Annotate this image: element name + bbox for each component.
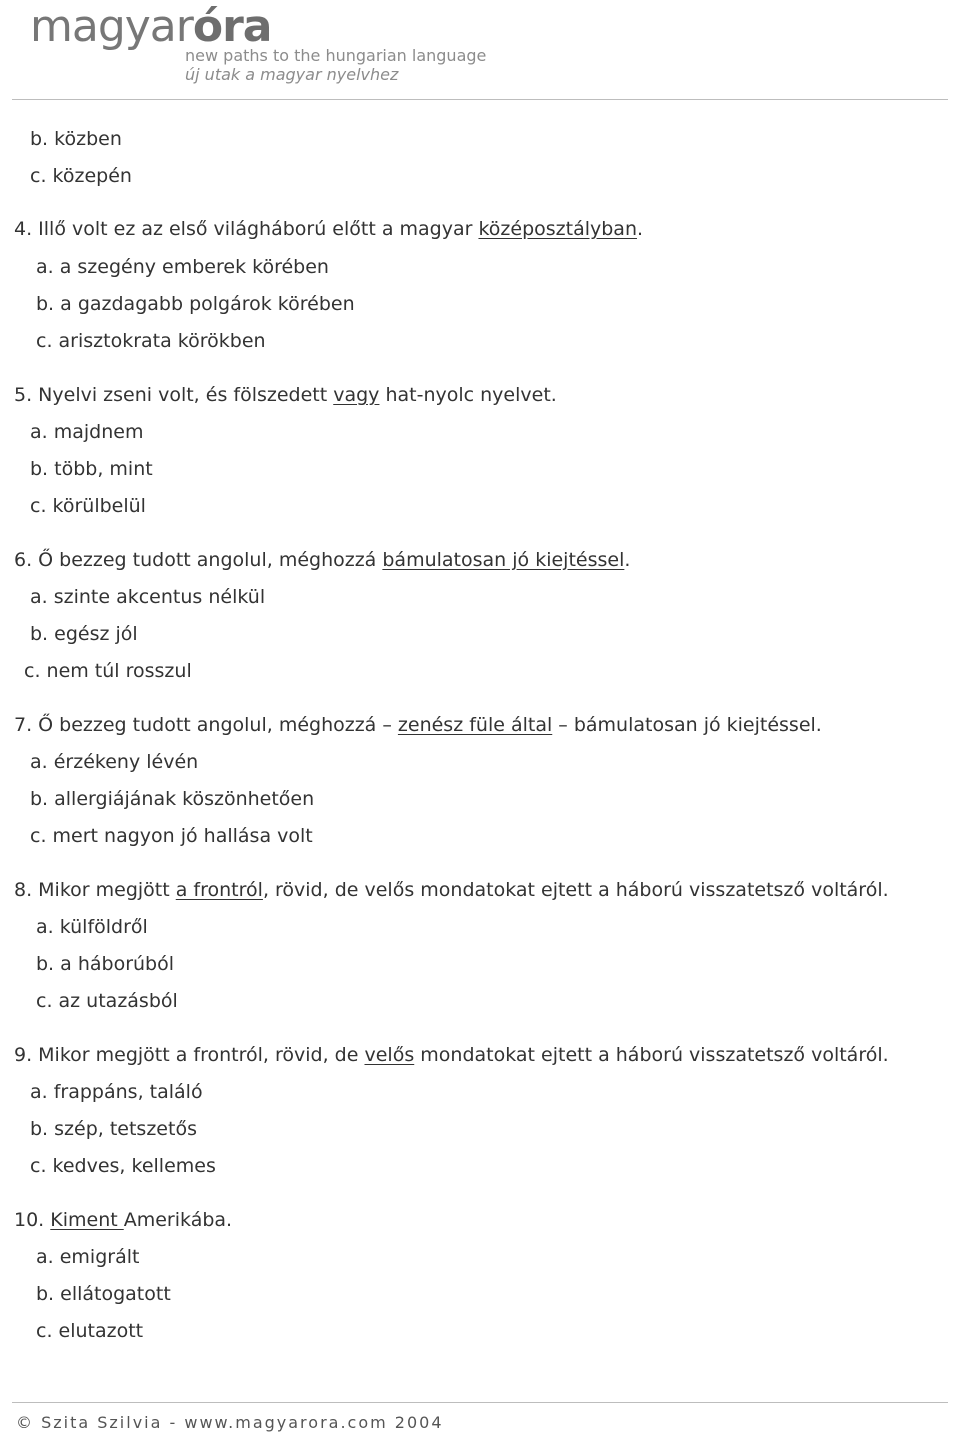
question-10-option-c: c. elutazott <box>36 1320 144 1342</box>
footer-copyright: © Szita Szilvia - www.magyarora.com 2004 <box>16 1413 444 1432</box>
question-10-option-b: b. ellátogatott <box>36 1283 171 1305</box>
question-8-underlined: a frontról <box>175 879 263 901</box>
question-4-end: . <box>636 218 644 240</box>
question-10 <box>14 1208 232 1232</box>
question-9 <box>14 1043 889 1067</box>
logo <box>30 2 271 52</box>
question-10-option-a: a. emigrált <box>36 1246 140 1268</box>
question-6-option-a: a. szinte akcentus nélkül <box>30 586 266 608</box>
logo-text-b: óra <box>192 1 272 52</box>
question-5 <box>14 383 557 407</box>
question-9-option-c: c. kedves, kellemes <box>30 1155 216 1177</box>
question-9-end: mondatokat ejtett a háború visszatetsző voltáról. <box>414 1044 889 1066</box>
logo-wordmark <box>30 2 271 52</box>
question-5-text: 5. Nyelvi zseni volt, és fölszedett <box>14 384 334 406</box>
question-9-text: 9. Mikor megjött a frontról, rövid, de <box>14 1044 365 1066</box>
question-10-underlined: Kiment <box>50 1209 124 1231</box>
question-7-option-b: b. allergiájának köszönhetően <box>30 788 315 810</box>
question-6-option-c: c. nem túl rosszul <box>24 660 192 682</box>
question-4-option-c: c. arisztokrata körökben <box>36 330 266 352</box>
question-4-option-b: b. a gazdagabb polgárok körében <box>36 293 355 315</box>
question-5-option-b: b. több, mint <box>30 458 153 480</box>
question-6-option-b: b. egész jól <box>30 623 138 645</box>
footer-divider <box>12 1402 948 1403</box>
question-4-text: 4. Illő volt ez az első világháború előtt a magyar <box>14 218 479 240</box>
tagline-english: new paths to the hungarian language <box>185 46 487 65</box>
question-6 <box>14 548 630 572</box>
question-5-end: hat-nyolc nyelvet. <box>379 384 557 406</box>
question-9-option-a: a. frappáns, találó <box>30 1081 203 1103</box>
tagline-hungarian: új utak a magyar nyelvhez <box>185 65 399 84</box>
question-5-underlined: vagy <box>333 384 380 406</box>
question-7 <box>14 713 822 737</box>
question-4 <box>14 217 643 241</box>
question-7-option-c: c. mert nagyon jó hallása volt <box>30 825 313 847</box>
question-10-text: 10. <box>14 1209 51 1231</box>
question-9-underlined: velős <box>364 1044 415 1066</box>
question-7-option-a: a. érzékeny lévén <box>30 751 199 773</box>
question-8-end: , rövid, de velős mondatokat ejtett a háború visszatetsző voltáról. <box>262 879 889 901</box>
question-6-end: . <box>624 549 631 571</box>
prev-option-b: b. közben <box>30 128 122 150</box>
question-7-end: – bámulatosan jó kiejtéssel. <box>552 714 822 736</box>
question-6-text: 6. Ő bezzeg tudott angolul, méghozzá <box>14 549 383 571</box>
question-4-underlined: középosztályban <box>478 218 637 240</box>
question-8-option-c: c. az utazásból <box>36 990 178 1012</box>
logo-text-a: magyar <box>30 1 193 52</box>
question-8 <box>14 878 889 902</box>
question-5-option-c: c. körülbelül <box>30 495 146 517</box>
question-9-option-b: b. szép, tetszetős <box>30 1118 197 1140</box>
question-8-option-a: a. külföldről <box>36 916 148 938</box>
question-6-underlined: bámulatosan jó kiejtéssel <box>382 549 625 571</box>
question-10-end: Amerikába. <box>123 1209 233 1231</box>
question-8-option-b: b. a háborúból <box>36 953 175 975</box>
question-5-option-a: a. majdnem <box>30 421 144 443</box>
header-divider <box>12 99 948 100</box>
question-7-underlined: zenész füle által <box>397 714 553 736</box>
prev-option-c: c. közepén <box>30 165 132 187</box>
question-4-option-a: a. a szegény emberek körében <box>36 256 329 278</box>
question-7-text: 7. Ő bezzeg tudott angolul, méghozzá – <box>14 714 398 736</box>
question-8-text: 8. Mikor megjött <box>14 879 176 901</box>
